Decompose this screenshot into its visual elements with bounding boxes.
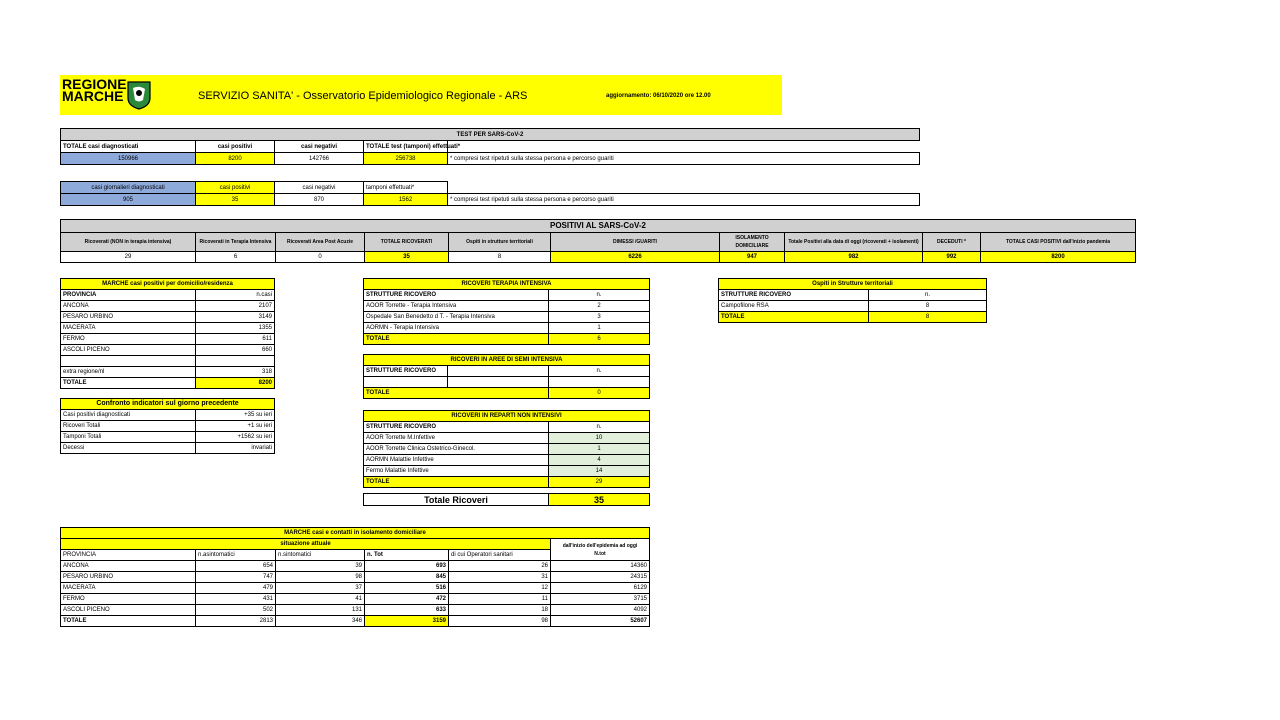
- ti-row-value: 1: [549, 323, 650, 334]
- positivi-value: 6226: [551, 252, 720, 263]
- confronto-row-value: +1562 su ieri: [196, 432, 275, 443]
- iso-row-tot: 516: [365, 583, 449, 594]
- iso-row-name: ASCOLI PICENO: [61, 605, 196, 616]
- ti-row-name: AORMN - Terapia Intensiva: [364, 323, 549, 334]
- positivi-header: Ricoverati in Terapia Intensiva: [196, 233, 276, 252]
- confronto-row: [61, 410, 275, 421]
- test-daily-table: [60, 181, 920, 206]
- iso-row-ntot: 24315: [551, 572, 650, 583]
- iso-row-tot: 845: [365, 572, 449, 583]
- test-total-positivi: 8200: [196, 153, 275, 165]
- domicilio-row-value: 2107: [196, 301, 275, 312]
- test-daily-negativi: 870: [275, 194, 364, 206]
- ti-col2: n.: [549, 290, 650, 301]
- iso-total-name: TOTALE: [61, 616, 196, 627]
- terapia-intensiva-table: [363, 278, 650, 345]
- positivi-header: DIMESSI /GUARITI: [551, 233, 720, 252]
- ti-row: [364, 323, 650, 334]
- semi-intensiva-table: [363, 354, 650, 399]
- domicilio-total-value: 8200: [196, 378, 275, 389]
- ni-row: [364, 433, 650, 444]
- iso-row-name: FERMO: [61, 594, 196, 605]
- confronto-title: Confronto indicatori sul giorno precedente: [61, 399, 275, 410]
- ospiti-table: [718, 278, 987, 323]
- iso-row-oper: 31: [449, 572, 551, 583]
- positivi-value: 982: [785, 252, 923, 263]
- iso-row-sint: 41: [276, 594, 365, 605]
- domicilio-title: MARCHE casi positivi per domicilio/residenza: [61, 279, 275, 290]
- region-emblem-icon: [126, 80, 152, 110]
- domicilio-row: [61, 312, 275, 323]
- confronto-table: [60, 398, 275, 454]
- ti-row: [364, 301, 650, 312]
- confronto-row-name: Ricoveri Totali: [61, 421, 196, 432]
- ti-title: RICOVERI TERAPIA INTENSIVA: [364, 279, 650, 290]
- domicilio-col1: PROVINCIA: [61, 290, 196, 301]
- test-total-title: TEST PER SARS-CoV-2: [61, 129, 920, 141]
- iso-row: [61, 583, 650, 594]
- test-daily-h4: tamponi effettuati*: [364, 182, 448, 194]
- test-total-h3: casi negativi: [275, 141, 364, 153]
- ospiti-row: [719, 301, 987, 312]
- iso-row-asint: 479: [196, 583, 276, 594]
- domicilio-row: [61, 334, 275, 345]
- ospiti-total-label: TOTALE: [719, 312, 869, 323]
- domicilio-col2: n.casi: [196, 290, 275, 301]
- test-total-note: * compresi test ripetuti sulla stessa persona e percorso guariti: [448, 153, 920, 165]
- confronto-row-name: Decessi: [61, 443, 196, 454]
- confronto-row-value: invariati: [196, 443, 275, 454]
- positivi-header: Totale Positivi alla data di oggi (ricoverati + isolamenti): [785, 233, 923, 252]
- iso-header-tot: n. Tot: [365, 550, 449, 561]
- iso-row-asint: 747: [196, 572, 276, 583]
- ti-row-value: 3: [549, 312, 650, 323]
- test-total-h4: TOTALE test (tamponi) effettuati*: [364, 141, 448, 153]
- test-daily-h3: casi negativi: [275, 182, 364, 194]
- iso-row-asint: 654: [196, 561, 276, 572]
- ni-row-value: 4: [549, 455, 650, 466]
- ni-row-name: AOOR Torrette Clinica Ostetrico-Ginecol.: [364, 444, 549, 455]
- iso-row-asint: 502: [196, 605, 276, 616]
- iso-row-sint: 131: [276, 605, 365, 616]
- ti-total-label: TOTALE: [364, 334, 549, 345]
- iso-total-oper: 98: [449, 616, 551, 627]
- iso-row: [61, 605, 650, 616]
- iso-total-ntot: 52607: [551, 616, 650, 627]
- si-total-value: 0: [549, 388, 650, 399]
- ospiti-row-name: Campofilone RSA: [719, 301, 869, 312]
- iso-row-name: PESARO URBINO: [61, 572, 196, 583]
- iso-header-provincia: PROVINCIA: [61, 550, 196, 561]
- positivi-value: 992: [923, 252, 981, 263]
- update-timestamp: aggiornamento: 06/10/2020 ore 12.00: [606, 93, 711, 99]
- iso-header-sint: n.sintomatici: [276, 550, 365, 561]
- positivi-header: Ricoverati Area Post Acuzie: [276, 233, 365, 252]
- ni-row-name: AORMN Malattie Infettive: [364, 455, 549, 466]
- positivi-table: [60, 219, 1136, 263]
- test-daily-h1: casi giornalieri diagnosticati: [61, 182, 196, 194]
- ospiti-total-value: 8: [869, 312, 987, 323]
- iso-row-ntot: 4092: [551, 605, 650, 616]
- domicilio-row-name: MACERATA: [61, 323, 196, 334]
- ni-row: [364, 455, 650, 466]
- si-total-label: TOTALE: [364, 388, 549, 399]
- confronto-rows: [61, 410, 275, 454]
- iso-row-tot: 693: [365, 561, 449, 572]
- confronto-row-name: Casi positivi diagnosticati: [61, 410, 196, 421]
- ti-total-value: 6: [549, 334, 650, 345]
- test-daily-note: * compresi test ripetuti sulla stessa persona e percorso guariti: [448, 194, 920, 206]
- domicilio-rows: [61, 301, 275, 356]
- ni-row-value: 14: [549, 466, 650, 477]
- domicilio-row: [61, 345, 275, 356]
- ti-rows: [364, 301, 650, 334]
- ni-title: RICOVERI IN REPARTI NON INTENSIVI: [364, 411, 650, 422]
- domicilio-extra-value: 318: [196, 367, 275, 378]
- positivi-header: Ricoverati (NON in terapia intensiva): [61, 233, 196, 252]
- confronto-row-value: +1 su ieri: [196, 421, 275, 432]
- domicilio-row: [61, 323, 275, 334]
- domicilio-row-value: 3149: [196, 312, 275, 323]
- iso-row-ntot: 14360: [551, 561, 650, 572]
- test-total-h2: casi positivi: [196, 141, 275, 153]
- ni-col2: n.: [549, 422, 650, 433]
- ospiti-title: Ospiti in Strutture territoriali: [719, 279, 987, 290]
- ospiti-row-value: 8: [869, 301, 987, 312]
- iso-header-oper: di cui Operatori sanitari: [449, 550, 551, 561]
- iso-header-ntot: N.tot: [594, 550, 606, 557]
- positivi-header: TOTALE RICOVERATI: [365, 233, 449, 252]
- domicilio-table: [60, 278, 275, 389]
- ti-row: [364, 312, 650, 323]
- logo-line1: REGIONE: [62, 76, 127, 92]
- si-col1: STRUTTURE RICOVERO: [364, 366, 448, 377]
- positivi-value: 8200: [981, 252, 1136, 263]
- totale-ricoveri-label: Totale Ricoveri: [364, 494, 549, 506]
- test-total-tamponi: 256738: [364, 153, 448, 165]
- iso-row-ntot: 6129: [551, 583, 650, 594]
- positivi-header: Ospiti in strutture territoriali: [449, 233, 551, 252]
- iso-row-ntot: 3715: [551, 594, 650, 605]
- domicilio-row-name: ASCOLI PICENO: [61, 345, 196, 356]
- positivi-value: 6: [196, 252, 276, 263]
- ni-row-value: 10: [549, 433, 650, 444]
- iso-rows: [61, 561, 650, 616]
- iso-situazione: situazione attuale: [61, 539, 551, 550]
- domicilio-row-name: FERMO: [61, 334, 196, 345]
- ospiti-rows: [719, 301, 987, 312]
- iso-total-tot: 3159: [365, 616, 449, 627]
- iso-row-tot: 633: [365, 605, 449, 616]
- positivi-value: 0: [276, 252, 365, 263]
- test-total-negativi: 142766: [275, 153, 364, 165]
- domicilio-row: [61, 301, 275, 312]
- ni-total-label: TOTALE: [364, 477, 549, 488]
- positivi-value: 947: [720, 252, 785, 263]
- iso-row-sint: 39: [276, 561, 365, 572]
- confronto-row: [61, 421, 275, 432]
- domicilio-total-label: TOTALE: [61, 378, 196, 389]
- domicilio-row-value: 1355: [196, 323, 275, 334]
- ni-row-name: Fermo Malattie Infettive: [364, 466, 549, 477]
- ni-rows: [364, 433, 650, 477]
- iso-row: [61, 561, 650, 572]
- positivi-header-row: [61, 233, 1136, 252]
- test-daily-tamponi: 1562: [364, 194, 448, 206]
- positivi-value: 8: [449, 252, 551, 263]
- positivi-value: 29: [61, 252, 196, 263]
- si-title: RICOVERI IN AREE DI SEMI INTENSIVA: [364, 355, 650, 366]
- iso-epidemia-label: dall'inizio dell'epidemia ad oggi: [562, 542, 638, 549]
- domicilio-row-name: ANCONA: [61, 301, 196, 312]
- logo-line2: MARCHE: [62, 88, 124, 104]
- iso-epidemia: [551, 539, 650, 561]
- totale-ricoveri-value: 35: [549, 494, 650, 506]
- iso-title: MARCHE casi e contatti in isolamento domiciliare: [61, 528, 650, 539]
- positivi-header: DECEDUTI *: [923, 233, 981, 252]
- positivi-header: TOTALE CASI POSITIVI dall'inizio pandemia: [981, 233, 1136, 252]
- ni-col1: STRUTTURE RICOVERO: [364, 422, 549, 433]
- ti-col1: STRUTTURE RICOVERO: [364, 290, 549, 301]
- ni-row-name: AOOR Torrette M.Infettive: [364, 433, 549, 444]
- totale-ricoveri-table: [363, 493, 650, 506]
- test-daily-diagnosticati: 905: [61, 194, 196, 206]
- iso-row-name: ANCONA: [61, 561, 196, 572]
- iso-total-sint: 346: [276, 616, 365, 627]
- domicilio-row-value: 611: [196, 334, 275, 345]
- iso-row: [61, 572, 650, 583]
- ni-row: [364, 444, 650, 455]
- ospiti-col1: STRUTTURE RICOVERO: [719, 290, 869, 301]
- test-total-h1: TOTALE casi diagnosticati: [61, 141, 196, 153]
- iso-row-asint: 431: [196, 594, 276, 605]
- ni-row-value: 1: [549, 444, 650, 455]
- domicilio-extra-label: extra regione/nl: [61, 367, 196, 378]
- ni-total-value: 29: [549, 477, 650, 488]
- header-title: SERVIZIO SANITA' - Osservatorio Epidemiologico Regionale - ARS: [198, 90, 528, 102]
- iso-row-name: MACERATA: [61, 583, 196, 594]
- test-total-table: [60, 128, 920, 165]
- positivi-title: POSITIVI AL SARS-CoV-2: [61, 220, 1136, 233]
- ti-row-name: AOOR Torrette - Terapia Intensiva: [364, 301, 549, 312]
- ospiti-col2: n.: [869, 290, 987, 301]
- iso-row-sint: 37: [276, 583, 365, 594]
- confronto-row: [61, 432, 275, 443]
- iso-row-oper: 11: [449, 594, 551, 605]
- si-col2: n.: [549, 366, 650, 377]
- confronto-row: [61, 443, 275, 454]
- iso-row-tot: 472: [365, 594, 449, 605]
- confronto-row-value: +35 su ieri: [196, 410, 275, 421]
- confronto-row-name: Tamponi Totali: [61, 432, 196, 443]
- test-daily-h2: casi positivi: [196, 182, 275, 194]
- test-total-diagnosticati: 150966: [61, 153, 196, 165]
- positivi-header: ISOLAMENTO DOMICILIARE: [720, 233, 785, 252]
- iso-total-asint: 2813: [196, 616, 276, 627]
- non-intensivi-table: [363, 410, 650, 488]
- iso-row-oper: 12: [449, 583, 551, 594]
- ni-row: [364, 466, 650, 477]
- test-daily-positivi: 35: [196, 194, 275, 206]
- domicilio-row-value: 660: [196, 345, 275, 356]
- positivi-values-row: [61, 252, 1136, 263]
- ti-row-value: 2: [549, 301, 650, 312]
- iso-row: [61, 594, 650, 605]
- domicilio-row-name: PESARO URBINO: [61, 312, 196, 323]
- positivi-value: 35: [365, 252, 449, 263]
- iso-row-oper: 26: [449, 561, 551, 572]
- iso-row-sint: 98: [276, 572, 365, 583]
- iso-header-asint: n.asintomatici: [196, 550, 276, 561]
- iso-row-oper: 18: [449, 605, 551, 616]
- isolamento-table: [60, 527, 650, 627]
- regione-marche-logo: [62, 78, 127, 102]
- ti-row-name: Ospedale San Benedetto d T. - Terapia Intensiva: [364, 312, 549, 323]
